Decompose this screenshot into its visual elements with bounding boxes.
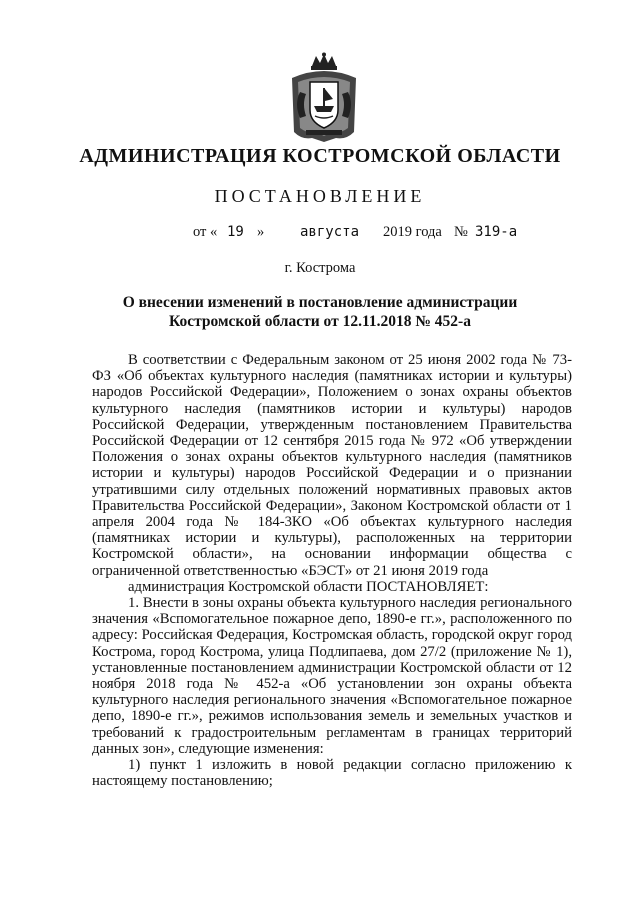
date-quote-close: » xyxy=(257,224,265,240)
resolution-paragraph: администрация Костромской области ПОСТАНОВЛЯЕТ: xyxy=(128,578,489,595)
document-body xyxy=(92,352,572,789)
date-year: 2019 года xyxy=(383,224,442,240)
organization-title: АДМИНИСТРАЦИЯ КОСТРОМСКОЙ ОБЛАСТИ xyxy=(79,145,561,167)
date-month: августа xyxy=(300,224,360,240)
date-day: 19 xyxy=(227,224,244,240)
date-prefix: от « xyxy=(193,224,218,240)
coat-of-arms-icon xyxy=(286,52,362,144)
number-sign: № xyxy=(454,224,468,240)
clause-1-paragraph: 1. Внести в зоны охраны объекта культурного наследия регионального значения «Вспомогательное пожарное депо, 1890-е гг.», расположенного по адресу: Российская Федерация, Костромская область, городской округ город Кострома, город Кострома, улица Подлипаева, дом 27/2 (приложение № 1), установленные постановлением администрации Костромской области от 12 ноября 2018 года № 452-а «Об установлении зон охраны объекта культурного наследия регионального значения «Вспомогательное пожарное депо, 1890-е гг.», режимов использования земель и земельных участков и требований к градостроительным регламентам в границах территорий данных зон», следующие изменения: xyxy=(92,595,572,757)
subclause-1-paragraph: 1) пункт 1 изложить в новой редакции согласно приложению к настоящему постановлению; xyxy=(92,757,572,790)
preamble-paragraph: В соответствии с Федеральным законом от 25 июня 2002 года № 73-ФЗ «Об объектах культурного наследия (памятниках истории и культуры) народов Российской Федерации», Положением о зонах охраны объектов культурного наследия (памятников истории и культуры) народов Российской Федерации, утвержденным постановлением Правительства Российской Федерации от 12 сентября 2015 года № 972 «Об утверждении Положения о зонах охраны объектов культурного наследия (памятников истории и культуры) народов Российской Федерации и о признании утратившими силу отдельных положений нормативных правовых актов Правительства Российской Федерации», Законом Костромской области от 1 апреля 2004 года № 184-3КО «Об объектах культурного наследия (памятниках истории и культуры), расположенных на территории Костромской области», на основании информации общества с ограниченной ответственностью «БЭСТ» от 21 июня 2019 года xyxy=(92,352,572,579)
subject-line-1: О внесении изменений в постановление администрации xyxy=(122,294,518,311)
document-subject xyxy=(0,293,640,331)
subject-line-2: Костромской области от 12.11.2018 № 452-а xyxy=(169,313,471,330)
document-number: 319-а xyxy=(475,224,518,240)
city-line: г. Кострома xyxy=(284,260,356,276)
document-type: ПОСТАНОВЛЕНИЕ xyxy=(214,186,426,206)
